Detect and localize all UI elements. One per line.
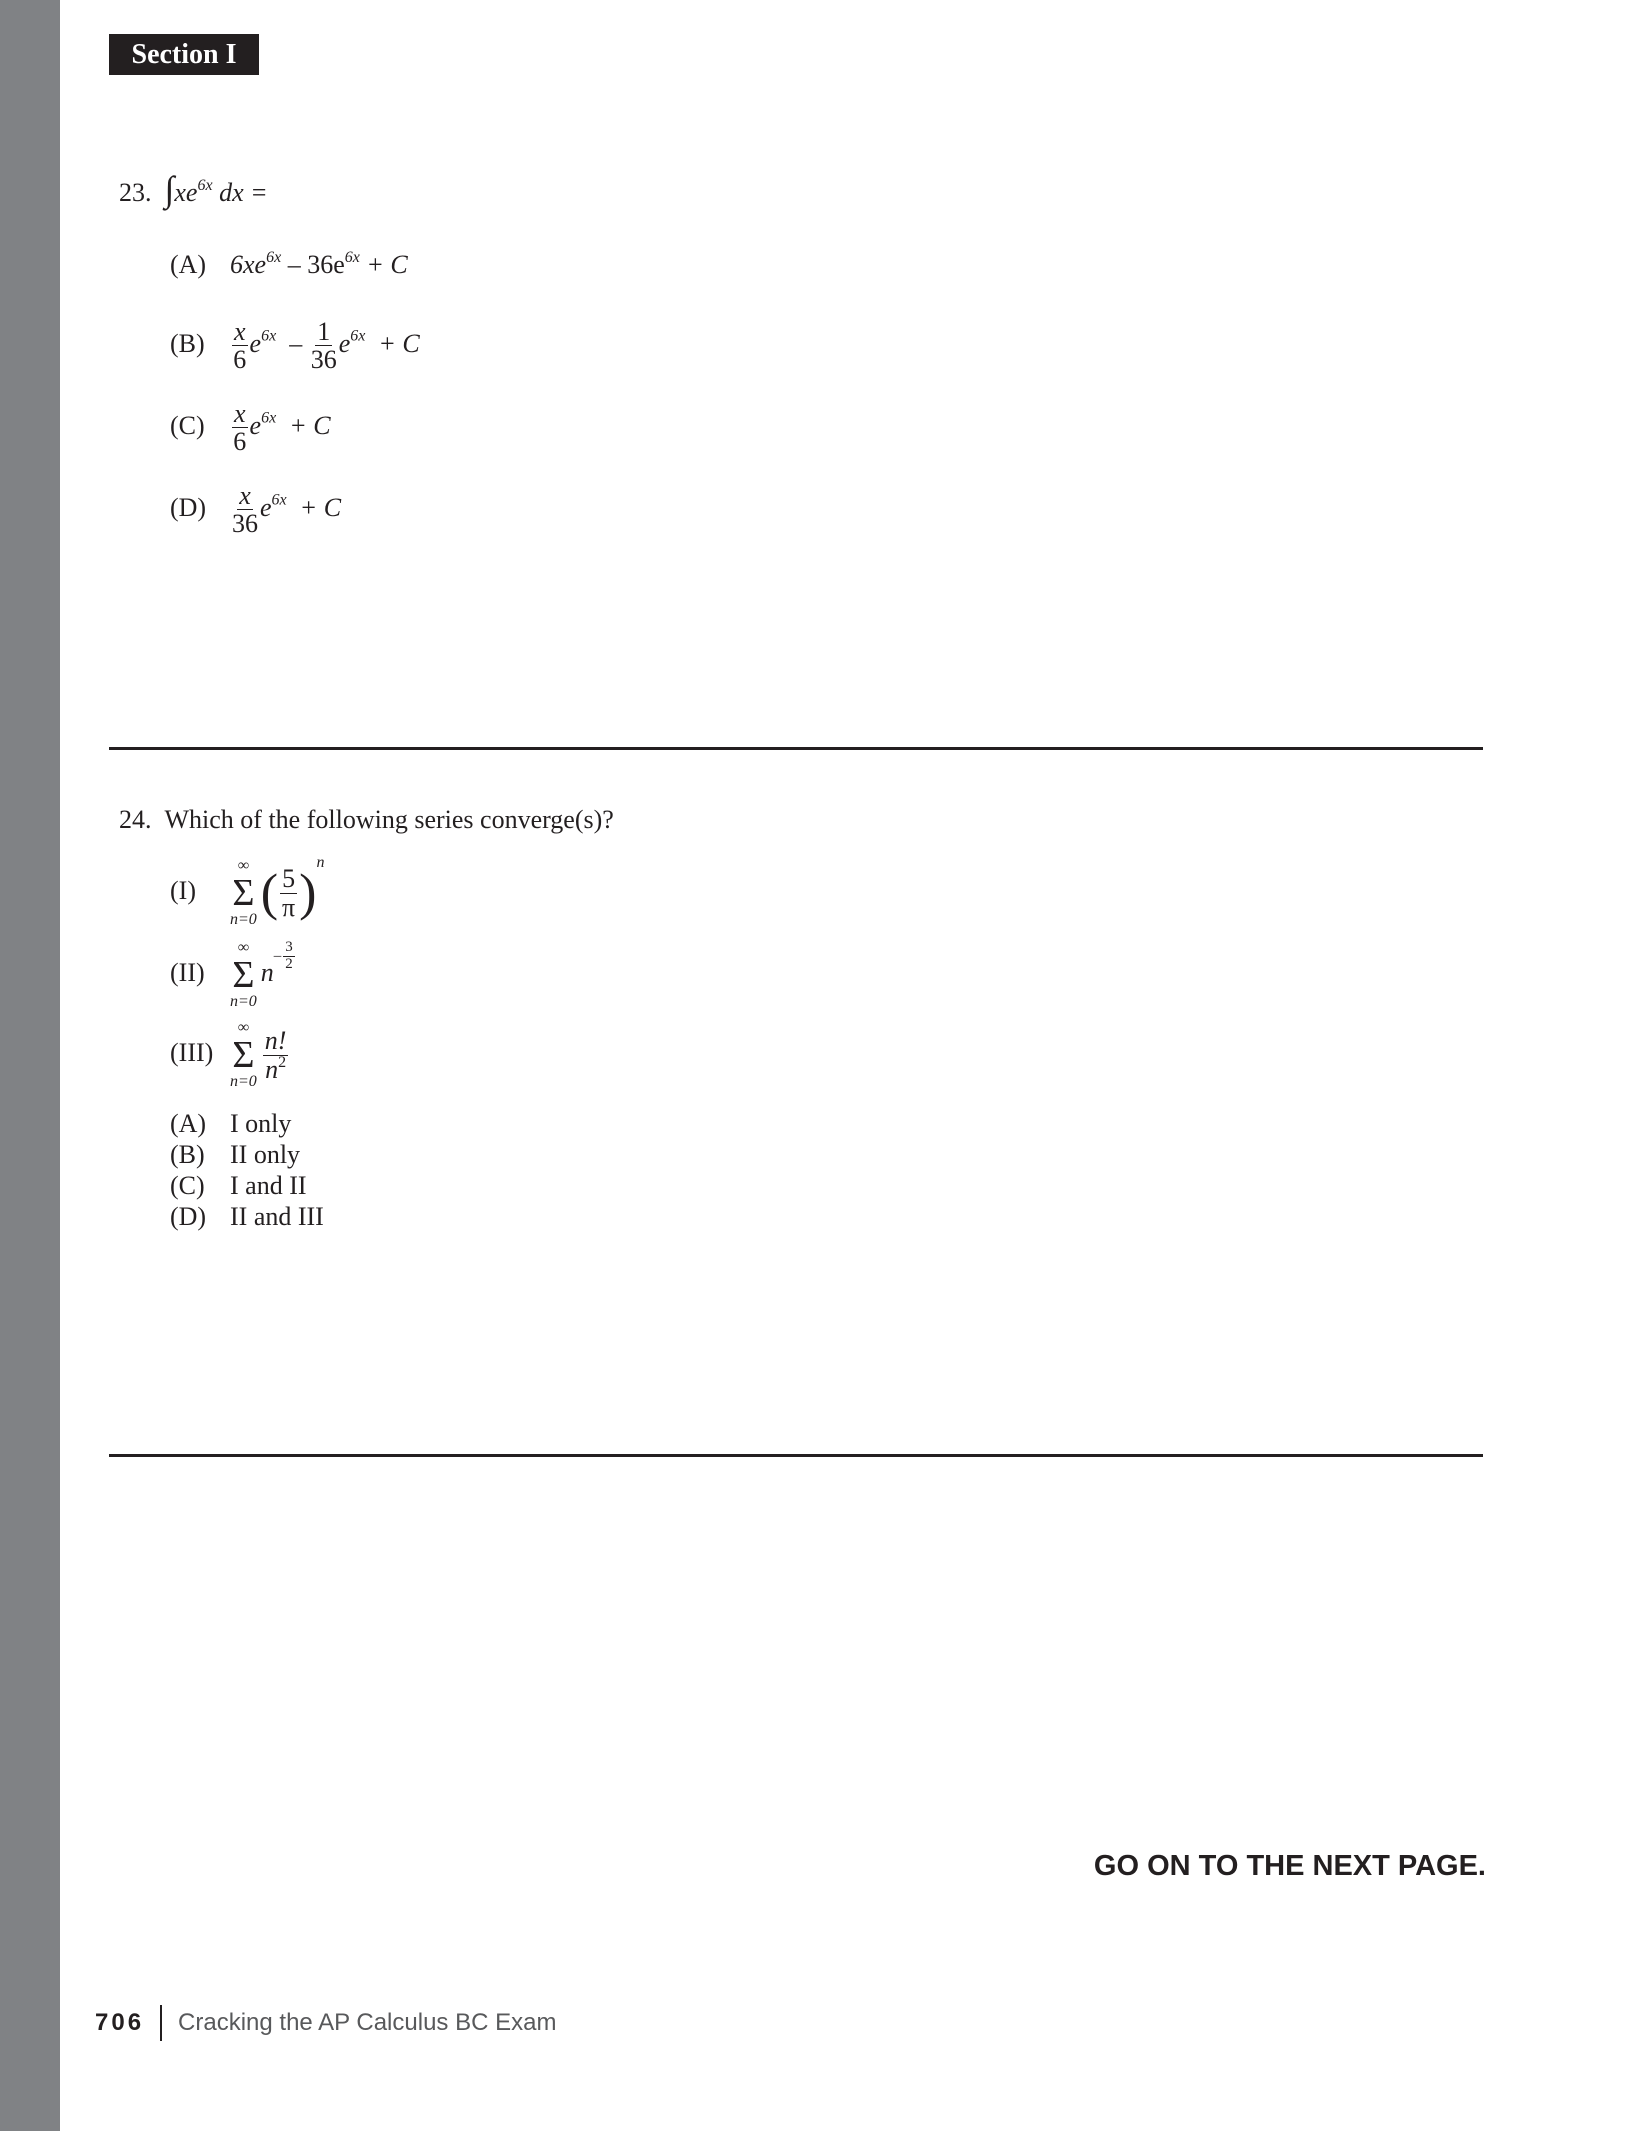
numerator: x xyxy=(234,317,246,346)
exp: 6x xyxy=(266,248,282,266)
q23-choice-c[interactable] xyxy=(170,400,331,456)
choice-text: II only xyxy=(230,1140,301,1169)
series-label: (I) xyxy=(170,875,196,905)
minus: – xyxy=(289,328,303,358)
series-i: (I) ∞ Σ n=0 ( $\frac{5}{\pi}$ )$^n$ xyxy=(170,853,325,928)
base: n xyxy=(260,957,274,987)
choice-label: (A) xyxy=(170,1109,207,1138)
denominator: 6 xyxy=(233,345,247,375)
sigma xyxy=(230,940,257,1010)
e: e xyxy=(260,492,272,522)
stem-e: e xyxy=(185,178,198,207)
stem-tail: dx = xyxy=(219,178,268,207)
book-title: Cracking the AP Calculus BC Exam xyxy=(178,2009,557,2036)
question-number: 24. xyxy=(119,805,152,834)
den-base: n xyxy=(265,1054,279,1084)
choice-label: (C) xyxy=(170,410,205,440)
choice-tail: + C xyxy=(359,250,408,279)
numerator: x xyxy=(234,399,246,428)
fraction xyxy=(263,1027,289,1083)
fraction xyxy=(311,318,337,374)
exp: 6x xyxy=(350,327,366,345)
upper-limit: ∞ xyxy=(237,1019,250,1036)
question-24-stem xyxy=(119,805,614,835)
go-on-notice: GO ON TO THE NEXT PAGE. xyxy=(1093,1850,1486,1882)
choice-label: (D) xyxy=(170,1202,207,1231)
integral-sign: ∫ xyxy=(164,169,175,209)
series-iii xyxy=(170,1020,290,1090)
exp: 6x xyxy=(271,491,287,509)
sigma-sign: Σ xyxy=(232,954,255,996)
denominator: 36 xyxy=(232,509,258,539)
page-number: 706 xyxy=(95,2009,145,2036)
sigma xyxy=(230,858,257,928)
den-exp: 2 xyxy=(278,1053,287,1071)
choice-term: – 36e xyxy=(281,250,345,279)
section-label: Section I xyxy=(109,34,259,75)
question-23-stem xyxy=(119,168,268,210)
choice-label: (A) xyxy=(170,250,207,279)
exp: 6x xyxy=(261,409,277,427)
choice-text: I and II xyxy=(230,1171,307,1200)
numerator: 1 xyxy=(317,317,331,346)
q23-choice-b[interactable] xyxy=(170,318,420,374)
exp-sign: – xyxy=(273,947,282,964)
fraction xyxy=(280,865,297,921)
q23-choice-a[interactable] xyxy=(170,250,408,280)
footer-divider xyxy=(160,2005,162,2041)
lower-limit: n=0 xyxy=(230,1073,257,1090)
choice-label: (D) xyxy=(170,492,207,522)
choice-label: (B) xyxy=(170,1140,205,1169)
divider xyxy=(109,1454,1483,1457)
choice-tail: + C xyxy=(299,492,342,522)
lower-limit: n=0 xyxy=(230,911,257,928)
sigma xyxy=(230,1020,257,1090)
q24-choice-a[interactable] xyxy=(170,1108,324,1139)
choice-term: 6xe xyxy=(230,250,267,279)
stem-x: x xyxy=(174,178,186,207)
exp: 6x xyxy=(261,327,277,345)
question-number: 23. xyxy=(119,178,152,207)
question-text: Which of the following series converge(s)? xyxy=(164,805,614,834)
denominator: 36 xyxy=(310,345,337,375)
q24-choice-b[interactable] xyxy=(170,1139,324,1170)
e: e xyxy=(249,410,262,440)
page-gutter xyxy=(0,0,60,2131)
numerator: x xyxy=(239,481,251,510)
choice-text: II and III xyxy=(230,1202,324,1231)
upper-limit: ∞ xyxy=(237,939,250,956)
fraction xyxy=(232,400,248,456)
series-label: (III) xyxy=(170,1037,214,1067)
lower-limit: n=0 xyxy=(230,993,257,1010)
numerator: 3 xyxy=(285,939,293,956)
denominator: 6 xyxy=(233,427,247,457)
fraction xyxy=(232,482,258,538)
choice-label: (B) xyxy=(170,328,205,358)
q24-choice-d[interactable] xyxy=(170,1201,324,1232)
exp-fraction xyxy=(283,940,295,973)
exp: 6x xyxy=(344,248,360,266)
series-label: (II) xyxy=(170,957,205,987)
exp: n xyxy=(316,853,325,871)
upper-limit: ∞ xyxy=(237,857,250,874)
series-ii xyxy=(170,940,297,1010)
e: e xyxy=(249,328,262,358)
page-footer xyxy=(95,2005,556,2041)
numerator: n! xyxy=(264,1026,287,1056)
sigma-sign: Σ xyxy=(232,1034,255,1076)
stem-exp: 6x xyxy=(197,176,213,194)
e: e xyxy=(338,328,351,358)
choice-tail: + C xyxy=(378,328,420,358)
q23-choice-d[interactable] xyxy=(170,482,341,538)
q24-choices xyxy=(170,1108,324,1232)
choice-text: I only xyxy=(230,1109,292,1138)
q24-choice-c[interactable] xyxy=(170,1170,324,1201)
choice-tail: + C xyxy=(289,410,331,440)
denominator: 2 xyxy=(285,956,293,973)
choice-label: (C) xyxy=(170,1171,205,1200)
sigma-sign: Σ xyxy=(232,872,255,914)
divider xyxy=(109,747,1483,750)
fraction xyxy=(232,318,248,374)
denominator: π xyxy=(282,892,296,922)
numerator: 5 xyxy=(282,864,296,894)
